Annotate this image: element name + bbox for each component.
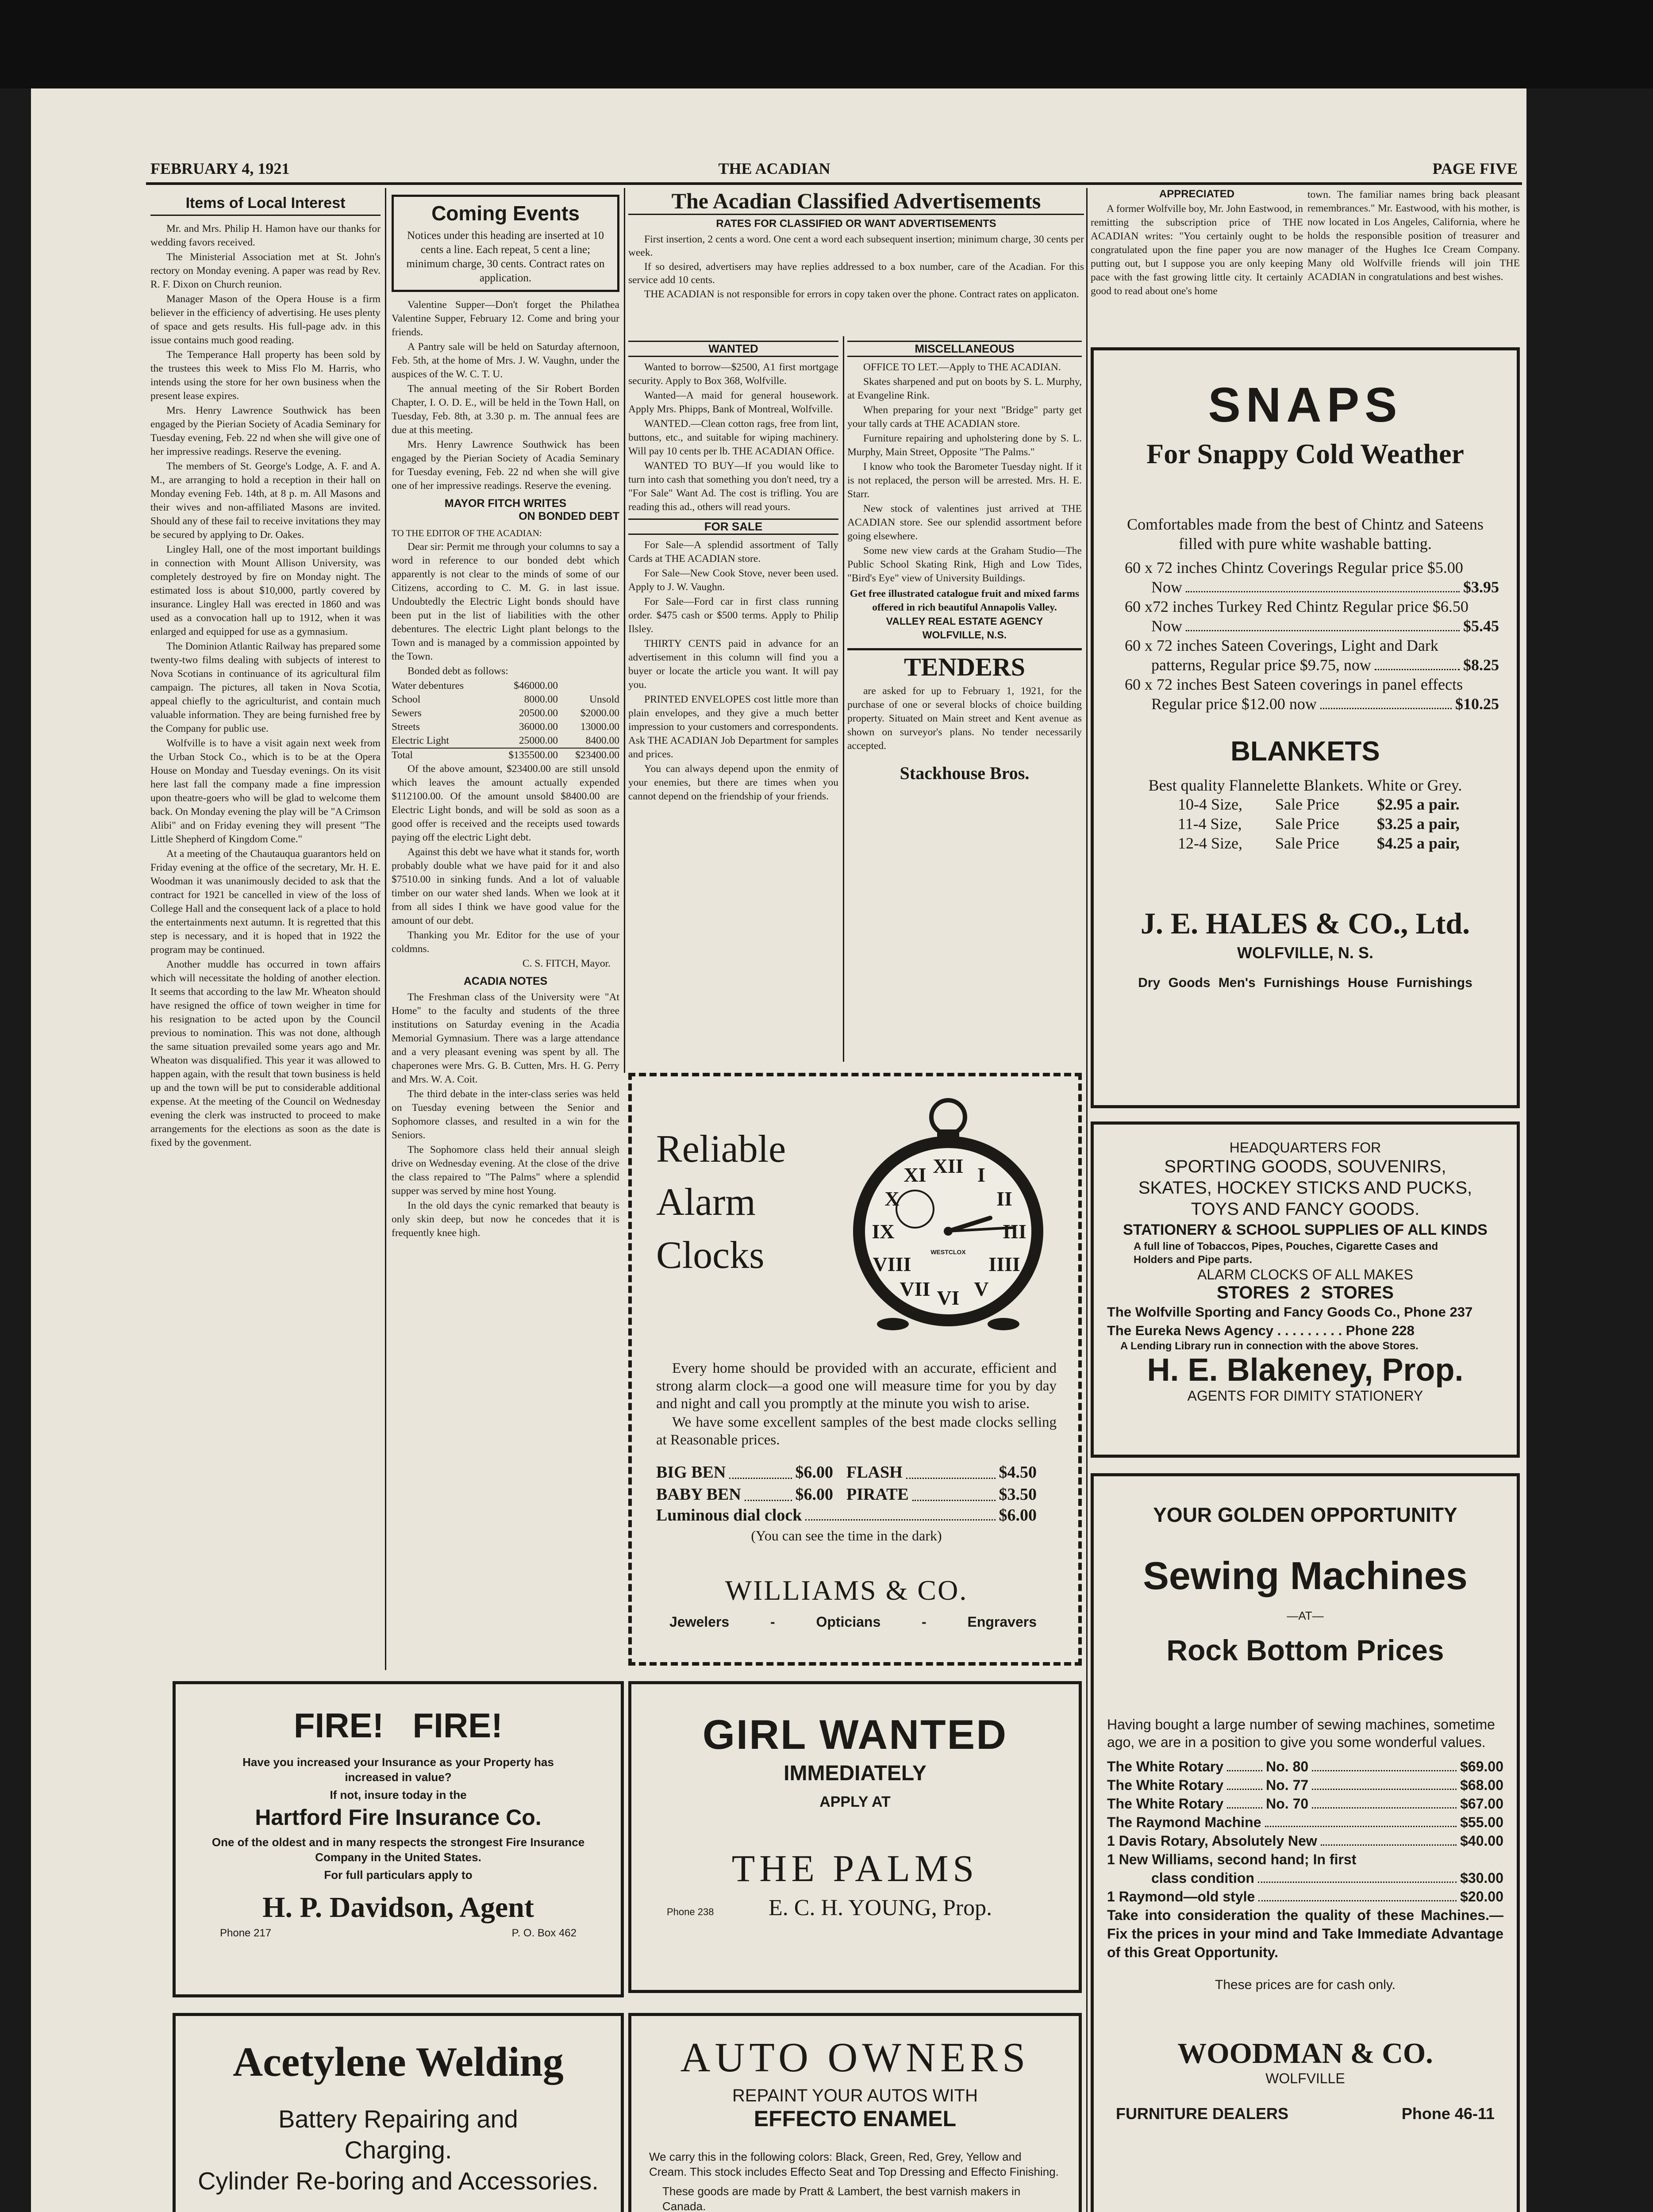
local-paragraph: The Ministerial Association met at St. John's rectory on Monday evening. A paper was read by Rev. R. F. Dixon on Church reunion.	[150, 251, 381, 290]
tenders-text: are asked for up to February 1, 1921, for the purchase of one or several blocks of choice building property. Situated on Main street and Kent avenue as shown on surveyor's plans. No tender necessarily accepted.	[847, 685, 1082, 752]
wanted-ad: Wanted to borrow—$2500, A1 first mortgage security. Apply to Box 368, Wolfville.	[628, 361, 838, 387]
girl-wanted-ad	[628, 1681, 1082, 1993]
auto-body: We carry this in the following colors: Black, Green, Red, Grey, Yellow and Cream. This stock includes Effecto Seat and Top Dressing and Effecto Finishing.	[649, 2150, 1059, 2178]
snaps-item-desc: 60 x 72 inches Chintz Coverings Regular price $5.00	[1125, 559, 1463, 576]
sewing-machine-name: The White Rotary	[1107, 1796, 1224, 1812]
valley-ad-agency: VALLEY REAL ESTATE AGENCY	[886, 615, 1043, 627]
girl-wanted-place: THE PALMS	[731, 1847, 979, 1889]
hales-town: WOLFVILLE, N. S.	[1237, 944, 1373, 962]
blakeney-line: SPORTING GOODS, SOUVENIRS,	[1164, 1157, 1446, 1176]
clock-price-row	[656, 1483, 1037, 1505]
mayor-paragraph: Against this debt we have what it stands for, worth probably double what we have paid for it and also $7510.00 in sinking funds. And a lot of valuable timber on our water shed lands. When we look at it from all sides I think we have good value for the amount of our debt.	[392, 846, 619, 926]
blanket-price: $3.25 a pair,	[1377, 815, 1460, 833]
sewing-machine-name: The White Rotary	[1107, 1759, 1224, 1774]
sewing-machine-name: The Raymond Machine	[1107, 1814, 1261, 1830]
clock-price: $3.50	[999, 1485, 1037, 1504]
golden-intro: Having bought a large number of sewing machines, sometime ago, we are in a position to give you some wonderful values.	[1107, 1717, 1495, 1750]
wanted-ad: WANTED TO BUY—If you would like to turn into cash that something you don't need, try a "For Sale" Want Ad. The cost is trifling. You are reading this ad., others will read yours.	[628, 460, 838, 513]
blanket-size: 11-4 Size,	[1178, 815, 1242, 833]
luminous-dial-name: Luminous dial clock	[656, 1506, 802, 1525]
debt-name: Water debentures	[392, 680, 464, 691]
appreciated-text-2: town. The familiar names bring back pleasant remembrances." Mr. Eastwood, with his mother, is now located in Los Angeles, California, where he holds the responsible position of treasurer and manager of the Hughes Ice Cream Company. Many old Wolfville friends will join THE ACADIAN in congratulations and best wishes.	[1307, 189, 1520, 283]
misc-ad: When preparing for your next "Bridge" party get your tally cards at THE ACADIAN store.	[847, 404, 1082, 430]
debt-row	[392, 707, 619, 720]
coming-event-item: Mrs. Henry Lawrence Southwick has been engaged by the Pierian Society of Acadia Seminary for Tuesday evening, Feb. 22 nd when she will give one of her impressive readings. Reserve the evening.	[392, 439, 619, 492]
hales-company: J. E. HALES & CO., Ltd.	[1140, 906, 1470, 940]
valley-ad-town: WOLFVILLE, N.S.	[922, 629, 1007, 641]
mayor-paragraph: Dear sir: Permit me through your columns to say a word in reference to our bonded debt which apparently is not clear to the minds of some of our Citizens, according to C. M. G. in last issue. Undoubtedly the Electric Light bonds should have been put in the list of liabilities with the other debentures. The electric Light plant belongs to the Town and is managed by a commission appointed by the Town.	[392, 541, 619, 662]
debt-name: Sewers	[392, 707, 422, 719]
williams-machine-line-2: class condition	[1151, 1870, 1254, 1886]
debt-total: 8000.00	[524, 694, 558, 705]
debt-name: Electric Light	[392, 735, 449, 746]
blanket-price: $4.25 a pair,	[1377, 834, 1460, 852]
snaps-item-price: $10.25	[1455, 695, 1499, 713]
sewing-machine-price: $55.00	[1460, 1814, 1503, 1830]
snaps-item-now: Now	[1151, 617, 1182, 635]
clocks-title-2: Alarm	[656, 1181, 756, 1224]
misc-ad: I know who took the Barometer Tuesday night. If it is not replaced, the person will be arrested. Mrs. H. E. Starr.	[847, 461, 1082, 500]
golden-at: —AT—	[1287, 1609, 1324, 1622]
blakeney-library: A Lending Library run in connection with the above Stores.	[1120, 1340, 1419, 1352]
blakeney-ad	[1091, 1121, 1520, 1458]
coming-events-heading: Coming Events	[431, 202, 580, 225]
williams-machine	[1107, 1850, 1503, 1906]
golden-title: Sewing Machines	[1143, 1554, 1468, 1598]
appreciated-column-1	[1091, 188, 1303, 298]
acadia-note: The Freshman class of the University were "At Home" to the faculty and students of the three institutions on Saturday evening in the Acadia Memorial Gymnasium. There was a large attendance and a very pleasant evening was spent by all. The chaperones were Mrs. G. B. Cutten, Mrs. H. G. Perry and Mrs. W. A. Coit.	[392, 991, 619, 1085]
blanket-sale-label: Sale Price	[1275, 834, 1339, 852]
misc-ad: New stock of valentines just arrived at THE ACADIAN store. See our splendid assortment before going elsewhere.	[847, 503, 1082, 542]
clock-price: $6.00	[795, 1463, 833, 1482]
misc-ad: Skates sharpened and put on boots by S. L. Murphy, at Evangeline Rink.	[847, 376, 1082, 401]
trade-jewelers: Jewelers	[669, 1614, 730, 1630]
sewing-machine-number: No. 77	[1266, 1777, 1309, 1793]
sewing-machine-number: No. 80	[1266, 1759, 1309, 1774]
forsale-ad: THIRTY CENTS paid in advance for an advertisement in this column will find you a buyer or locate the article you want. It will pay you.	[628, 638, 838, 691]
sewing-machine-price: $40.00	[1460, 1833, 1503, 1849]
classified-subheading: RATES FOR CLASSIFIED OR WANT ADVERTISEMENTS	[716, 218, 996, 230]
girl-wanted-proprietor: E. C. H. YOUNG, Prop.	[769, 1895, 992, 1920]
blakeney-store-2: The Eureka News Agency . . . . . . . . . Phone 228	[1107, 1323, 1415, 1338]
debt-unsold: $2000.00	[580, 707, 619, 719]
snaps-item-price: $8.25	[1463, 656, 1499, 674]
forsale-ad: For Sale—A splendid assortment of Tally Cards at THE ACADIAN store.	[628, 539, 838, 565]
clock-price-right	[846, 1461, 1037, 1483]
debt-unsold: 13000.00	[580, 721, 619, 733]
svg-text:IX: IX	[872, 1220, 895, 1243]
snaps-item-row	[1125, 577, 1499, 597]
local-interest-column	[150, 195, 381, 1151]
fire-agent: H. P. Davidson, Agent	[262, 1891, 534, 1924]
svg-text:II: II	[996, 1187, 1012, 1210]
debt-name: School	[392, 694, 421, 705]
snaps-item-price: $5.45	[1463, 617, 1499, 635]
fire-company: Hartford Fire Insurance Co.	[255, 1805, 542, 1830]
debt-name: Streets	[392, 721, 420, 733]
wanted-ad: WANTED.—Clean cotton rags, free from lint, buttons, etc., and suitable for wiping machinery. Will pay 10 cents per lb. THE ACADIAN Office.	[628, 418, 838, 457]
fire-question: Have you increased your Insurance as your Property has increased in value?	[242, 1755, 554, 1784]
svg-text:XI: XI	[903, 1164, 926, 1186]
girl-wanted-title: GIRL WANTED	[702, 1711, 1008, 1758]
blanket-sale-label: Sale Price	[1275, 795, 1339, 813]
masthead-date: FEBRUARY 4, 1921	[150, 160, 290, 177]
auto-line-1: REPAINT YOUR AUTOS WITH	[732, 2086, 978, 2105]
debt-unsold: 8400.00	[585, 735, 619, 746]
forsale-heading: FOR SALE	[628, 518, 838, 535]
newspaper-page	[31, 88, 1526, 2212]
bonded-debt-table	[392, 679, 619, 762]
local-paragraph: The members of St. George's Lodge, A. F. and A. M., are arranging to hold a reception in their hall on Monday evening Feb. 14th, at 8 p. m. All Masons and their wives and non-affiliated Masons are invited. Should any of these fail to receive invitations they may be secured by applying to Dr. Oakes.	[150, 461, 381, 541]
sewing-machine-row	[1107, 1794, 1503, 1813]
welding-ad	[173, 2013, 624, 2212]
coming-events-box	[392, 195, 619, 292]
hales-departments: Dry Goods Men's Furnishings House Furnishings	[1138, 975, 1472, 990]
fire-box: P. O. Box 462	[511, 1927, 577, 1939]
mayor-paragraph: Of the above amount, $23400.00 are still unsold which leaves the amount actually expended $112100.00. Of the amount unsold $8400.00 are Electric Light bonds, and will be sold as soon as a good offer is received and the receipts used towards paying off the electric Light debt.	[392, 763, 619, 843]
svg-text:VII: VII	[900, 1278, 930, 1300]
golden-cash-only: These prices are for cash only.	[1215, 1978, 1395, 1992]
clock-price-left	[656, 1483, 846, 1505]
blakeney-store-1: The Wolfville Sporting and Fancy Goods Co., Phone 237	[1107, 1304, 1473, 1320]
svg-text:III: III	[1003, 1220, 1026, 1243]
masthead-title: THE ACADIAN	[718, 160, 830, 177]
blankets-intro: Best quality Flannelette Blankets. White or Grey.	[1148, 776, 1462, 794]
williams-machine-line-1: 1 New Williams, second hand; In first	[1107, 1851, 1357, 1867]
blakeney-agents: AGENTS FOR DIMITY STATIONERY	[1187, 1388, 1423, 1404]
mayor-paragraph: Thanking you Mr. Editor for the use of your coldmns.	[392, 929, 619, 955]
blakeney-alarm-clocks: ALARM CLOCKS OF ALL MAKES	[1197, 1267, 1413, 1283]
debt-total: 25000.00	[519, 735, 558, 746]
blanket-items	[1094, 795, 1517, 853]
snaps-title: SNAPS	[1208, 378, 1403, 432]
coming-event-item: A Pantry sale will be held on Saturday afternoon, Feb. 5th, at the home of Mrs. J. W. Vaughn, under the auspices of the W. C. T. U.	[392, 341, 619, 380]
local-paragraph: Another muddle has occurred in town affairs which will necessitate the holding of another election. It seems that according to the law Mr. Wheaton should have resigned the office of town weigher in time for his resignation to be acted upon by the Council previous to nomination. This was not done, although the same situation prevailed some years ago and Mr. Wheaton was disqualified. This year it was allowed to happen again, with the result that town business is held up and the town will be put to considerable additional expense. At the meeting of the Council on Wednesday evening the clerk was instructed to proceed to make arrangements for the elections as soon as the date is fixed by the govenment.	[150, 959, 381, 1148]
woodman-footer	[1107, 2104, 1503, 2123]
acadia-note: In the old days the cynic remarked that beauty is only skin deep, but now he concedes that it is frequently knee high.	[392, 1200, 619, 1239]
appreciated-text-1: A former Wolfville boy, Mr. John Eastwood, in remitting the subscription price of THE ACADIAN writes: "You certainly ought to be congratulated upon the fine paper you are now putting out, but I suppose you are only keeping pace with the fast growing little city. It certainly good to read about one's home	[1091, 203, 1303, 297]
fire-contact	[198, 1924, 599, 1939]
forsale-ad: You can always depend upon the enmity of your enemies, but there are times when you cannot depend on the friendship of your friends.	[628, 763, 838, 802]
masthead-page: PAGE FIVE	[1432, 160, 1518, 177]
sewing-machine-row	[1107, 1757, 1503, 1776]
clock-name: PIRATE	[846, 1485, 909, 1504]
williams-machine-price: $30.00	[1460, 1870, 1503, 1886]
luminous-dial-row	[656, 1505, 1037, 1525]
woodman-phone: Phone 46-11	[1401, 2104, 1495, 2123]
mayor-signature: C. S. FITCH, Mayor.	[522, 958, 611, 969]
local-paragraph: The Dominion Atlantic Railway has prepared some twenty-two films dealing with subjects of interest to Nova Scotians in continuance of its agricultural film campaign. The pictures, all taken in Nova Scotia, appeal chiefly to the agriculturist, and contain much valuable information. They are being furnished free by the Company for public use.	[150, 641, 381, 734]
clock-name: FLASH	[846, 1463, 903, 1482]
coming-event-item: The annual meeting of the Sir Robert Borden Chapter, I. O. D. E., will be held in the Town Hall, on Tuesday, Feb. 8th, at 3.30 p. m. The annual fees are due at this meeting.	[392, 383, 619, 436]
mayor-heading-2: ON BONDED DEBT	[519, 510, 619, 522]
mayor-salutation: TO THE EDITOR OF THE ACADIAN:	[392, 528, 542, 538]
girl-wanted-phone: Phone 238	[667, 1906, 714, 1917]
forsale-ad: For Sale—New Cook Stove, never been used. Apply to J. W. Vaughn.	[628, 568, 838, 593]
debt-row	[392, 734, 619, 748]
woodman-company: WOODMAN & CO.	[1177, 2037, 1433, 2070]
coming-event-item: Valentine Supper—Don't forget the Philathea Valentine Supper, February 12. Come and bring your friends.	[392, 299, 619, 338]
sewing-machine-price: $69.00	[1460, 1759, 1503, 1774]
mayor-heading-1: MAYOR FITCH WRITES	[444, 497, 567, 510]
golden-closing: Take into consideration the quality of these Machines.— Fix the prices in your mind and Take Immediate Advantage of this Great Opportunity.	[1107, 1907, 1503, 1960]
woodman-dealers: FURNITURE DEALERS	[1116, 2104, 1289, 2123]
clock-price-left	[656, 1461, 846, 1483]
classified-header	[628, 188, 1084, 302]
wanted-heading: WANTED	[628, 341, 838, 357]
welding-line-1: Battery Repairing and	[278, 2105, 518, 2133]
classified-rate: If so desired, advertisers may have replies addressed to a box number, care of the Acadian. For this service add 10 cents.	[628, 261, 1084, 286]
clocks-title-3: Clocks	[656, 1234, 765, 1277]
auto-line-2: EFFECTO ENAMEL	[753, 2106, 957, 2131]
debt-name: Total	[392, 749, 413, 761]
misc-ad: Furniture repairing and upholstering done by S. L. Murphy, Main Street, Opposite "The Palms."	[847, 433, 1082, 458]
blanket-row	[1178, 795, 1517, 814]
debt-total: $135500.00	[508, 749, 558, 761]
coming-events-column	[392, 195, 619, 1241]
blanket-size: 10-4 Size,	[1178, 795, 1242, 813]
fire-apply: For full particulars apply to	[324, 1868, 473, 1882]
local-paragraph: The Temperance Hall property has been sold by the trustees this week to Miss Flo M. Harris, who intends using the store for her own business when the present lease expires.	[150, 349, 381, 402]
misc-heading: MISCELLANEOUS	[847, 341, 1082, 357]
welding-line-3: Cylinder Re-boring and Accessories.	[198, 2167, 599, 2195]
clocks-title-1: Reliable	[656, 1128, 786, 1171]
girl-wanted-apply: APPLY AT	[819, 1793, 891, 1810]
blakeney-tobacco: A full line of Tobaccos, Pipes, Pouches, Cigarette Cases and Holders and Pipe parts.	[1134, 1240, 1438, 1266]
woodman-town: WOLFVILLE	[1265, 2070, 1345, 2086]
svg-text:IIII: IIII	[988, 1253, 1020, 1275]
tenders-heading: TENDERS	[847, 648, 1082, 682]
svg-text:VIII: VIII	[873, 1253, 911, 1275]
local-paragraph: Manager Mason of the Opera House is a firm believer in the efficiency of advertising. He uses plenty of space and gets results. His full-page adv. in this issue contains much good reading.	[150, 293, 381, 346]
debt-unsold: Unsold	[589, 694, 619, 705]
blanket-row	[1178, 814, 1517, 833]
snaps-item-now: Regular price $12.00 now	[1151, 695, 1317, 713]
clock-name: BIG BEN	[656, 1463, 726, 1482]
wanted-ad: Wanted—A maid for general housework. Apply Mrs. Phipps, Bank of Montreal, Wolfville.	[628, 390, 838, 415]
debt-row	[392, 720, 619, 734]
scan-margin-top	[0, 0, 1653, 88]
luminous-dial-note: (You can see the time in the dark)	[751, 1528, 942, 1544]
williams-company: WILLIAMS & CO.	[725, 1575, 968, 1606]
valley-ad-text: Get free illustrated catalogue fruit and mixed farms offered in rich beautiful Annapolis Valley.	[850, 588, 1080, 613]
golden-subtitle: Rock Bottom Prices	[1166, 1634, 1444, 1667]
local-paragraph: Mr. and Mrs. Philip H. Hamon have our thanks for wedding favors received.	[150, 223, 381, 248]
misc-ad: OFFICE TO LET.—Apply to THE ACADIAN.	[863, 361, 1061, 373]
clock-price-row	[656, 1461, 1037, 1483]
sewing-machines-ad	[1091, 1473, 1520, 2212]
svg-text:X: X	[884, 1187, 900, 1210]
clock-price: $4.50	[999, 1463, 1037, 1482]
blanket-price: $2.95 a pair.	[1377, 795, 1460, 813]
column-rule-4	[1086, 188, 1088, 2212]
misc-ad: Some new view cards at the Graham Studio—The Public School Skating Rink, High and Low Tides, "Bird's Eye" view of University Buildings.	[847, 545, 1082, 584]
snaps-item-desc: 60 x 72 inches Sateen Coverings, Light and Dark	[1125, 637, 1438, 654]
trade-engravers: Engravers	[967, 1614, 1037, 1630]
raymond-old-style: 1 Raymond—old style	[1107, 1889, 1255, 1905]
forsale-ad: PRINTED ENVELOPES cost little more than plain envelopes, and they give a much better impression to your customers and correspondents. Ask THE ACADIAN Job Department for samples and prices.	[628, 694, 838, 760]
acadia-note: The Sophomore class held their annual sleigh drive on Wednesday evening. At the close of the drive the class repaired to "The Palms" where a splendid supper was served by mine host Young.	[392, 1144, 619, 1197]
coming-events-notice: Notices under this heading are inserted at 10 cents a line. Each repeat, 5 cent a line; minimum charge, 30 cents. Contract rates on application.	[406, 230, 605, 284]
local-paragraph: At a meeting of the Chautauqua guarantors held on Friday evening at the office of the secretary, Mr. H. E. Woodman it was unanimously decided to ask that the contract for 1921 be cancelled in view of the loss of College Hall and the consequent lack of a place to hold the entertainments next autumn. It is regretted that this step is necessary, and it is hoped that in 1922 the program may be continued.	[150, 848, 381, 956]
sewing-machine-price: $67.00	[1460, 1796, 1503, 1812]
welding-title: Acetylene Welding	[233, 2039, 564, 2085]
miscellaneous-column	[847, 341, 1082, 783]
snaps-item-price: $3.95	[1463, 578, 1499, 596]
blakeney-headquarters: HEADQUARTERS FOR	[1229, 1140, 1381, 1156]
snaps-item-desc: 60 x72 inches Turkey Red Chintz Regular price $6.50	[1125, 598, 1468, 615]
local-paragraph: Mrs. Henry Lawrence Southwick has been engaged by the Pierian Society of Acadia Seminary for Tuesday evening, Feb. 22 nd when she will give one of her impressive readings. Reserve the evening.	[150, 405, 381, 457]
williams-trades: Jewelers - Opticians - Engravers	[669, 1614, 1037, 1630]
debt-unsold	[558, 679, 619, 693]
luminous-dial-price: $6.00	[999, 1506, 1037, 1525]
svg-text:VI: VI	[937, 1286, 960, 1309]
snaps-subtitle: For Snappy Cold Weather	[1146, 438, 1464, 469]
auto-body-2: These goods are made by Pratt & Lambert, the best varnish makers in Canada.	[662, 2185, 1021, 2212]
column-rule-2	[624, 188, 625, 1073]
sewing-machine-number: No. 70	[1266, 1796, 1309, 1812]
blakeney-stores: STORES 2 STORES	[1217, 1283, 1394, 1302]
appreciated-heading: APPRECIATED	[1159, 188, 1235, 200]
clocks-body: Every home should be provided with an accurate, efficient and strong alarm clock—a good one will measure time for you by day and night and call you promptly at the minute you wish to arise.	[656, 1360, 1057, 1412]
blakeney-proprietor: H. E. Blakeney, Prop.	[1147, 1352, 1464, 1388]
clocks-body-2: We have some excellent samples of the best made clocks selling at Reasonable prices.	[656, 1414, 1057, 1448]
blanket-row	[1178, 833, 1517, 853]
clock-prices	[656, 1461, 1037, 1505]
snaps-item-now: patterns, Regular price $9.75, now	[1151, 656, 1371, 674]
golden-heading: YOUR GOLDEN OPPORTUNITY	[1153, 1503, 1457, 1526]
classified-rate: THE ACADIAN is not responsible for errors in copy taken over the phone. Contract rates on applicaton.	[644, 288, 1079, 300]
column-rule-1	[385, 188, 386, 1670]
fire-insure: If not, insure today in the	[330, 1788, 467, 1801]
svg-text:V: V	[974, 1278, 989, 1300]
trade-opticians: Opticians	[816, 1614, 881, 1630]
sewing-machine-price: $68.00	[1460, 1777, 1503, 1793]
mayor-table-label: Bonded debt as follows:	[407, 665, 508, 677]
snaps-item-now: Now	[1151, 578, 1182, 596]
snaps-ad	[1091, 347, 1520, 1108]
fire-phone: Phone 217	[220, 1927, 272, 1939]
sewing-machine-row	[1107, 1832, 1503, 1850]
classified-heading: The Acadian Classified Advertisements	[628, 188, 1084, 215]
sewing-machine-name: 1 Davis Rotary, Absolutely New	[1107, 1833, 1317, 1849]
sewing-machine-row	[1107, 1813, 1503, 1832]
snaps-item-row	[1125, 694, 1499, 714]
svg-text:XII: XII	[933, 1155, 964, 1177]
debt-unsold: $23400.00	[575, 749, 619, 761]
forsale-ad: For Sale—Ford car in first class running order. $475 cash or $500 terms. Apply to Philip Ilsley.	[628, 596, 838, 635]
raymond-old-style-price: $20.00	[1460, 1889, 1503, 1905]
clocks-ad	[628, 1073, 1082, 1666]
snaps-item-row	[1125, 616, 1499, 636]
wanted-forsale-column	[628, 341, 838, 804]
local-interest-heading: Items of Local Interest	[150, 195, 381, 216]
auto-title: AUTO OWNERS	[680, 2035, 1030, 2081]
fire-oldest: One of the oldest and in many respects the strongest Fire Insurance Company in the United States.	[211, 1836, 585, 1864]
blankets-title: BLANKETS	[1230, 736, 1380, 767]
acadia-note: The third debate in the inter-class series was held on Tuesday evening between the Senior and Sophomore classes, and resulted in a win for the Seniors.	[392, 1088, 619, 1141]
svg-text:I: I	[977, 1164, 985, 1186]
debt-total: $46000.00	[514, 680, 558, 691]
blanket-sale-label: Sale Price	[1275, 815, 1339, 833]
auto-owners-ad	[628, 2013, 1082, 2212]
snaps-item-row	[1125, 655, 1499, 675]
blanket-size: 12-4 Size,	[1178, 834, 1242, 852]
blakeney-line: SKATES, HOCKEY STICKS AND PUCKS,	[1138, 1178, 1472, 1198]
debt-row	[392, 693, 619, 707]
local-paragraph: Lingley Hall, one of the most important buildings in connection with Mount Allison University, was completely destroyed by fire on Monday night. The estimated loss is about $10,000, partly covered by insurance. Lingley Hall was erected in 1860 and was used as a convocation hall up to 1912, when it was enlarged and equipped for use as a gymnasium.	[150, 544, 381, 637]
debt-total: 20500.00	[519, 707, 558, 719]
classified-rate: First insertion, 2 cents a word. One cent a word each subsequent insertion; minimum charge, 30 cents per week.	[628, 234, 1084, 258]
tenders-signature: Stackhouse Bros.	[900, 763, 1030, 783]
snaps-item-desc: 60 x 72 inches Best Sateen coverings in panel effects	[1125, 676, 1463, 693]
sewing-machine-row	[1107, 1776, 1503, 1794]
clock-price-right	[846, 1483, 1037, 1505]
debt-row	[392, 748, 619, 762]
acadia-notes-heading: ACADIA NOTES	[463, 975, 548, 987]
local-paragraph: Wolfville is to have a visit again next week from the Urban Stock Co., which is to be at the Opera House on Monday and Tuesday evenings. On its visit here last fall the company made a fine impression upon theatre-goers who will be glad to welcome them back. On Monday evening the play will be "A Crimson Alibi" and on Friday evening they will present "The Little Shepherd of Kingdom Come."	[150, 737, 381, 845]
fire-title: FIRE! FIRE!	[293, 1706, 503, 1745]
clock-brand-label: WESTCLOX	[930, 1248, 966, 1256]
column-rule-3	[843, 336, 844, 1062]
sewing-machine-name: The White Rotary	[1107, 1777, 1224, 1793]
blakeney-line: TOYS AND FANCY GOODS.	[1191, 1199, 1420, 1219]
blakeney-stationery: STATIONERY & SCHOOL SUPPLIES OF ALL KINDS	[1123, 1221, 1488, 1238]
snaps-items	[1094, 558, 1517, 714]
debt-row	[392, 679, 619, 693]
clock-name: BABY BEN	[656, 1485, 741, 1504]
alarm-clock-icon	[844, 1090, 1052, 1337]
fire-insurance-ad	[173, 1681, 624, 1997]
snaps-intro: Comfortables made from the best of Chintz and Sateens filled with pure white washable batting.	[1127, 515, 1484, 553]
masthead-rule	[146, 182, 1522, 185]
debt-total: 36000.00	[519, 721, 558, 733]
sewing-machine-prices	[1107, 1757, 1503, 1850]
welding-line-2: Charging.	[344, 2136, 452, 2164]
clock-price: $6.00	[795, 1485, 833, 1504]
girl-wanted-immediately: IMMEDIATELY	[784, 1762, 926, 1785]
